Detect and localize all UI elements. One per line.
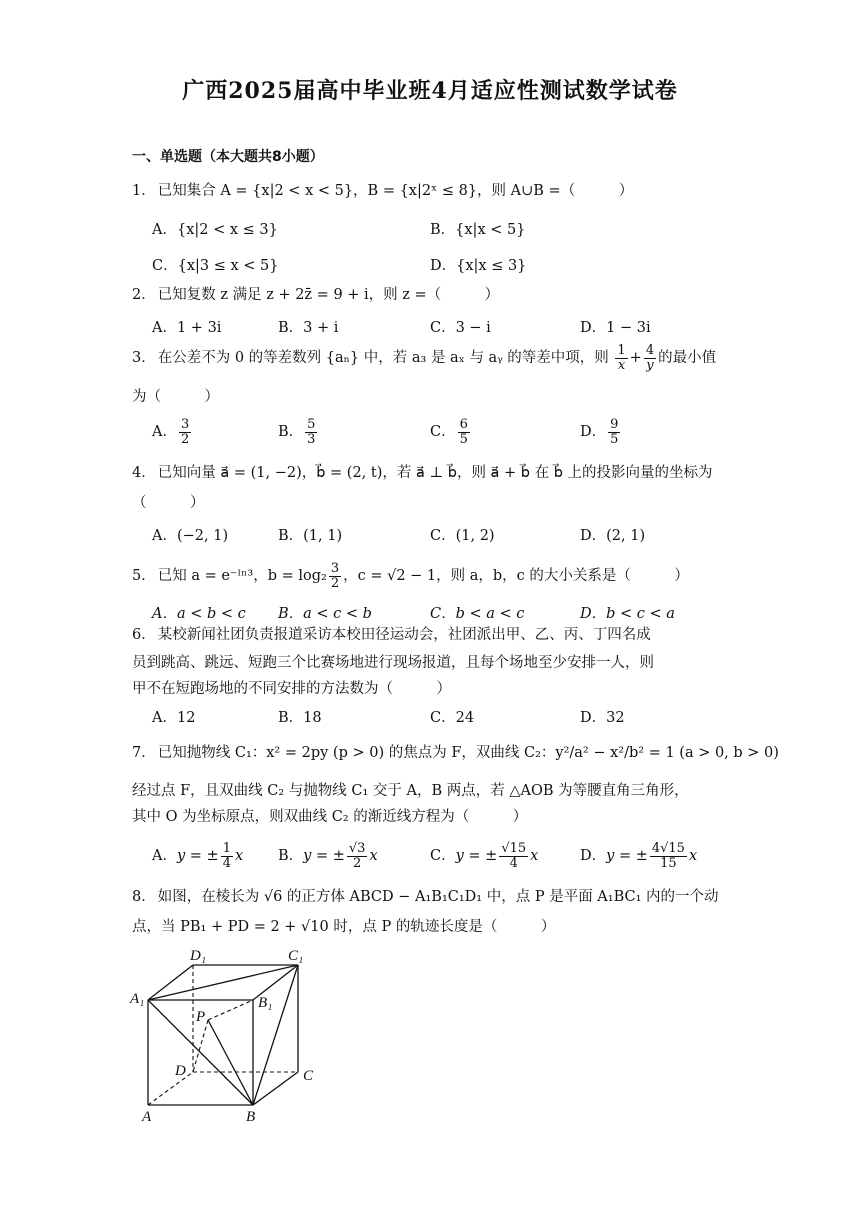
question-4: [132, 464, 732, 484]
option-c[interactable]: C． $\frac{6}{5}$: [430, 417, 468, 447]
question-text: 已知抛物线 C₁：x² = 2py (p > 0) 的焦点为 F，双曲线 C₂：y²/a² − x²/b² = 1 (a > 0, b > 0): [157, 745, 779, 761]
question-7: [132, 744, 852, 764]
option-a[interactable]: A． $\frac{3}{2}$: [152, 417, 190, 447]
option-a[interactable]: A．a < b < c: [152, 606, 246, 622]
option-b[interactable]: B．3 + i: [278, 320, 339, 336]
fraction: $\frac{3}{2}$: [330, 561, 340, 591]
segment-pb: [208, 1020, 253, 1105]
option-c[interactable]: C．24: [430, 710, 475, 726]
question-number: 4．: [132, 465, 156, 481]
page-title: 广西2025届高中毕业班4月适应性测试数学试卷: [182, 78, 678, 104]
question-6-line-3: 甲不在短跑场地的不同安排的方法数为（ ）: [132, 681, 451, 697]
question-number: 5．: [132, 568, 156, 585]
question-number: 6．: [132, 627, 156, 643]
option-a[interactable]: A．{x|2 < x ≤ 3}: [152, 222, 278, 238]
option-b[interactable]: B． $\frac{5}{3}$: [278, 417, 316, 447]
option-d[interactable]: D．b < c < a: [580, 606, 675, 622]
question-2: [132, 286, 732, 306]
label-b: B: [246, 1109, 256, 1125]
question-3-line-2: 为（ ）: [132, 389, 219, 405]
option-d[interactable]: D． $\frac{9}{5}$: [580, 417, 619, 447]
question-4-line-2: （ ）: [132, 495, 205, 511]
fraction: $\frac{4}{y}$: [645, 343, 655, 373]
option-b[interactable]: B．(1, 1): [278, 528, 343, 544]
question-text: 已知向量 a⃗ = (1, −2)，b⃗ = (2, t)，若 a⃗ ⊥ b⃗，则 a⃗ + b⃗ 在 b⃗ 上的投影向量的坐标为: [157, 465, 713, 481]
question-text: 已知集合 A = {x|2 < x < 5}，B = {x|2ˣ ≤ 8}，则 A∪B =（ ）: [157, 183, 634, 199]
option-c[interactable]: C．b < a < c: [430, 606, 525, 622]
label-b1: B₁: [258, 995, 273, 1011]
question-text: ，c = √2 − 1，则 a，b，c 的大小关系是（ ）: [343, 568, 689, 585]
label-d1: D₁: [190, 948, 207, 964]
option-d[interactable]: D．1 − 3i: [580, 320, 651, 336]
question-5: [132, 562, 732, 590]
option-d[interactable]: D．32: [580, 710, 625, 726]
option-c[interactable]: C．{x|3 ≤ x < 5}: [152, 258, 279, 274]
section-heading: 一、单选题（本大题共8小题）: [132, 149, 324, 165]
question-3: [132, 344, 732, 372]
label-a1: A₁: [130, 991, 145, 1007]
option-b[interactable]: B．{x|x < 5}: [430, 222, 526, 238]
option-d[interactable]: D．y = ± $\frac{4√15}{15}$ x: [580, 841, 698, 871]
question-8-line-2: 点，当 PB₁ + PD = 2 + √10 时，点 P 的轨迹长度是（ ）: [132, 919, 556, 935]
question-text: 已知 a = e⁻ˡⁿ³，b = log₂: [157, 568, 327, 585]
question-number: 3．: [132, 350, 156, 367]
question-number: 7．: [132, 745, 156, 761]
option-c[interactable]: C．y = ± $\frac{√15}{4}$ x: [430, 841, 539, 871]
option-b[interactable]: B．y = ± $\frac{√3}{2}$ x: [278, 841, 378, 871]
option-a[interactable]: A．12: [152, 710, 196, 726]
question-text: 在公差不为 0 的等差数列 {aₙ} 中，若 a₃ 是 aₓ 与 aᵧ 的等差中项，则: [157, 350, 609, 367]
plus-sign: +: [629, 350, 642, 367]
question-1: [132, 182, 732, 202]
question-7-line-3: 其中 O 为坐标原点，则双曲线 C₂ 的渐近线方程为（ ）: [132, 809, 528, 825]
segment-pb1: [208, 1000, 253, 1020]
hidden-edge-ad: [148, 1072, 193, 1105]
cube-figure: [128, 945, 328, 1125]
question-6-line-2: 员到跳高、跳远、短跑三个比赛场地进行现场报道，且每个场地至少安排一人，则: [132, 655, 654, 671]
fraction: $\frac{1}{x}$: [617, 343, 626, 373]
edge-bc: [253, 1072, 298, 1105]
question-number: 1．: [132, 183, 156, 199]
option-b[interactable]: B．18: [278, 710, 322, 726]
question-text: 已知复数 z 满足 z + 2z̄ = 9 + i，则 z =（ ）: [157, 287, 500, 303]
option-a[interactable]: A．y = ± $\frac{1}{4}$ x: [152, 841, 244, 871]
question-6: [132, 626, 732, 646]
question-text: 的最小值: [658, 350, 717, 367]
option-d[interactable]: D．{x|x ≤ 3}: [430, 258, 527, 274]
question-number: 2．: [132, 287, 156, 303]
option-d[interactable]: D．(2, 1): [580, 528, 646, 544]
question-7-line-2: 经过点 F，且双曲线 C₂ 与抛物线 C₁ 交于 A，B 两点，若 △AOB 为等腰直角三角形，: [132, 783, 689, 799]
question-number: 8．: [132, 889, 156, 905]
label-a: A: [142, 1109, 152, 1125]
label-c1: C₁: [288, 948, 304, 964]
edge-bc1: [253, 965, 298, 1105]
option-c[interactable]: C．(1, 2): [430, 528, 495, 544]
segment-pd: [193, 1020, 208, 1072]
option-c[interactable]: C．3 − i: [430, 320, 491, 336]
option-b[interactable]: B．a < c < b: [278, 606, 372, 622]
label-c: C: [303, 1068, 314, 1084]
question-8: [132, 888, 852, 908]
option-a[interactable]: A．1 + 3i: [152, 320, 222, 336]
label-p: P: [196, 1009, 206, 1025]
label-d: D: [175, 1063, 186, 1079]
option-a[interactable]: A．(−2, 1): [152, 528, 229, 544]
question-text: 某校新闻社团负责报道采访本校田径运动会，社团派出甲、乙、丙、丁四名成: [157, 627, 651, 643]
question-text: 如图，在棱长为 √6 的正方体 ABCD − A₁B₁C₁D₁ 中，点 P 是平面 A₁BC₁ 内的一个动: [157, 889, 719, 905]
